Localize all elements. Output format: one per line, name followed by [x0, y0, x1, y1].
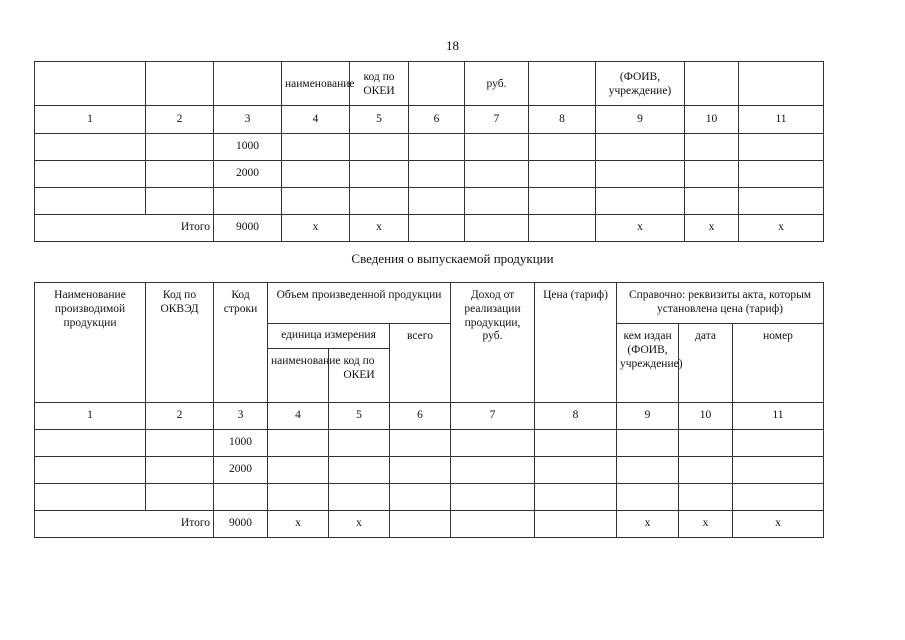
- table-cell[interactable]: [465, 215, 529, 242]
- total-cell: х: [733, 511, 824, 538]
- table-row: [35, 188, 824, 215]
- table-cell[interactable]: [529, 134, 596, 161]
- header-issued-by: кем издан (ФОИВ, учреждение): [617, 324, 679, 403]
- column-number: 8: [529, 106, 596, 134]
- table-cell[interactable]: [35, 430, 146, 457]
- table-cell[interactable]: [268, 457, 329, 484]
- total-code: 9000: [214, 215, 282, 242]
- header-line-code: Код строки: [214, 283, 268, 403]
- header-cell: [146, 62, 214, 106]
- header-date: дата: [679, 324, 733, 403]
- column-number: 1: [35, 106, 146, 134]
- table-cell[interactable]: [409, 188, 465, 215]
- table-cell[interactable]: [409, 161, 465, 188]
- header-cell: наименование: [282, 62, 350, 106]
- table-cell[interactable]: [329, 457, 390, 484]
- table-cell[interactable]: [451, 457, 535, 484]
- table-cell[interactable]: [617, 430, 679, 457]
- total-cell: х: [739, 215, 824, 242]
- section-title: Сведения о выпускаемой продукции: [351, 251, 554, 266]
- total-cell: х: [350, 215, 409, 242]
- table-cell[interactable]: [268, 484, 329, 511]
- column-number: 6: [390, 403, 451, 430]
- header-cell: руб.: [465, 62, 529, 106]
- row-code: 2000: [214, 161, 282, 188]
- table-cell[interactable]: [282, 134, 350, 161]
- column-number: 5: [350, 106, 409, 134]
- table-cell[interactable]: [596, 188, 685, 215]
- header-cell: (ФОИВ, учреждение): [596, 62, 685, 106]
- header-cell: код по ОКЕИ: [350, 62, 409, 106]
- table-cell[interactable]: [146, 134, 214, 161]
- column-number: 10: [679, 403, 733, 430]
- row-code: 1000: [214, 430, 268, 457]
- column-number: 2: [146, 106, 214, 134]
- table-cell[interactable]: [350, 188, 409, 215]
- column-number: 11: [733, 403, 824, 430]
- header-number: номер: [733, 324, 824, 403]
- table-cell[interactable]: [535, 430, 617, 457]
- header-okved: Код по ОКВЭД: [146, 283, 214, 403]
- table-cell[interactable]: [617, 484, 679, 511]
- table-cell[interactable]: [268, 430, 329, 457]
- header-cell: [409, 62, 465, 106]
- table-cell[interactable]: [596, 161, 685, 188]
- table-cell[interactable]: [535, 511, 617, 538]
- page-number: 18: [446, 38, 459, 53]
- products-table: [34, 282, 824, 538]
- column-number: 7: [451, 403, 535, 430]
- table-cell[interactable]: [465, 188, 529, 215]
- header-cell: [35, 62, 146, 106]
- column-number: 10: [685, 106, 739, 134]
- total-cell: х: [685, 215, 739, 242]
- column-number: 9: [596, 106, 685, 134]
- header-cell: [685, 62, 739, 106]
- row-code: [214, 188, 282, 215]
- column-number: 4: [282, 106, 350, 134]
- column-number: 1: [35, 403, 146, 430]
- table-cell[interactable]: [409, 134, 465, 161]
- header-volume: Объем произведенной продукции: [268, 283, 451, 324]
- table-cell[interactable]: [739, 188, 824, 215]
- table-cell[interactable]: [679, 457, 733, 484]
- table-cell[interactable]: [390, 457, 451, 484]
- total-cell: х: [268, 511, 329, 538]
- header-reference: Справочно: реквизиты акта, которым установлена цена (тариф): [617, 283, 824, 324]
- total-label: Итого: [35, 215, 214, 242]
- table-row: [35, 430, 824, 457]
- table-row: [35, 484, 824, 511]
- table-cell[interactable]: [535, 484, 617, 511]
- header-unit: единица измерения: [268, 324, 390, 349]
- header-unit-name: наименование: [268, 349, 329, 403]
- header-cell: [214, 62, 282, 106]
- total-cell: х: [617, 511, 679, 538]
- header-row: [35, 283, 824, 324]
- table-row: [35, 161, 824, 188]
- table-cell[interactable]: [390, 511, 451, 538]
- total-cell: х: [596, 215, 685, 242]
- column-number: 8: [535, 403, 617, 430]
- table-cell[interactable]: [465, 134, 529, 161]
- table-cell[interactable]: [146, 161, 214, 188]
- table-row: [35, 134, 824, 161]
- header-income: Доход от реализации продукции, руб.: [451, 283, 535, 403]
- column-number: 2: [146, 403, 214, 430]
- table-cell[interactable]: [596, 134, 685, 161]
- column-number: 6: [409, 106, 465, 134]
- total-row: [35, 215, 824, 242]
- table-cell[interactable]: [282, 161, 350, 188]
- table-cell[interactable]: [617, 457, 679, 484]
- row-code: 1000: [214, 134, 282, 161]
- total-code: 9000: [214, 511, 268, 538]
- header-product-name: Наименование производимой продукции: [35, 283, 146, 403]
- total-cell: х: [329, 511, 390, 538]
- table-cell[interactable]: [529, 215, 596, 242]
- column-number: 5: [329, 403, 390, 430]
- table-cell[interactable]: [535, 457, 617, 484]
- table-cell[interactable]: [329, 484, 390, 511]
- table-cell[interactable]: [739, 161, 824, 188]
- row-code: [214, 484, 268, 511]
- column-number: 3: [214, 106, 282, 134]
- column-number: 4: [268, 403, 329, 430]
- table-cell[interactable]: [282, 188, 350, 215]
- row-code: 2000: [214, 457, 268, 484]
- header-price: Цена (тариф): [535, 283, 617, 403]
- table-cell[interactable]: [35, 161, 146, 188]
- table-cell[interactable]: [465, 161, 529, 188]
- total-cell: х: [679, 511, 733, 538]
- table-cell[interactable]: [733, 430, 824, 457]
- column-number: 9: [617, 403, 679, 430]
- table-cell[interactable]: [329, 430, 390, 457]
- column-number-row: [35, 403, 824, 430]
- table-cell[interactable]: [35, 484, 146, 511]
- table-cell[interactable]: [35, 134, 146, 161]
- table-cell[interactable]: [739, 134, 824, 161]
- table-cell[interactable]: [146, 188, 214, 215]
- table-row: [35, 457, 824, 484]
- header-unit-okei: код по ОКЕИ: [329, 349, 390, 403]
- table-cell[interactable]: [679, 484, 733, 511]
- header-cell: [739, 62, 824, 106]
- table-cell[interactable]: [35, 188, 146, 215]
- table-cell[interactable]: [451, 430, 535, 457]
- table-cell[interactable]: [733, 457, 824, 484]
- column-number: 11: [739, 106, 824, 134]
- table-cell[interactable]: [685, 134, 739, 161]
- table-cell[interactable]: [679, 430, 733, 457]
- table-cell[interactable]: [146, 457, 214, 484]
- column-number-row: [35, 106, 824, 134]
- total-cell: х: [282, 215, 350, 242]
- column-number: 3: [214, 403, 268, 430]
- table-cell[interactable]: [451, 511, 535, 538]
- table-cell[interactable]: [451, 484, 535, 511]
- table-cell[interactable]: [350, 161, 409, 188]
- table-cell[interactable]: [146, 484, 214, 511]
- column-number: 7: [465, 106, 529, 134]
- header-row: [35, 62, 824, 106]
- table-cell[interactable]: [350, 134, 409, 161]
- table-cell[interactable]: [529, 161, 596, 188]
- table-cell[interactable]: [733, 484, 824, 511]
- table-continuation: [34, 61, 824, 242]
- table-cell[interactable]: [146, 430, 214, 457]
- total-label: Итого: [35, 511, 214, 538]
- header-cell: [529, 62, 596, 106]
- total-row: [35, 511, 824, 538]
- table-cell[interactable]: [685, 188, 739, 215]
- table-cell[interactable]: [409, 215, 465, 242]
- table-cell[interactable]: [685, 161, 739, 188]
- table-cell[interactable]: [529, 188, 596, 215]
- header-total-all: всего: [390, 324, 451, 403]
- table-cell[interactable]: [390, 484, 451, 511]
- table-cell[interactable]: [35, 457, 146, 484]
- table-cell[interactable]: [390, 430, 451, 457]
